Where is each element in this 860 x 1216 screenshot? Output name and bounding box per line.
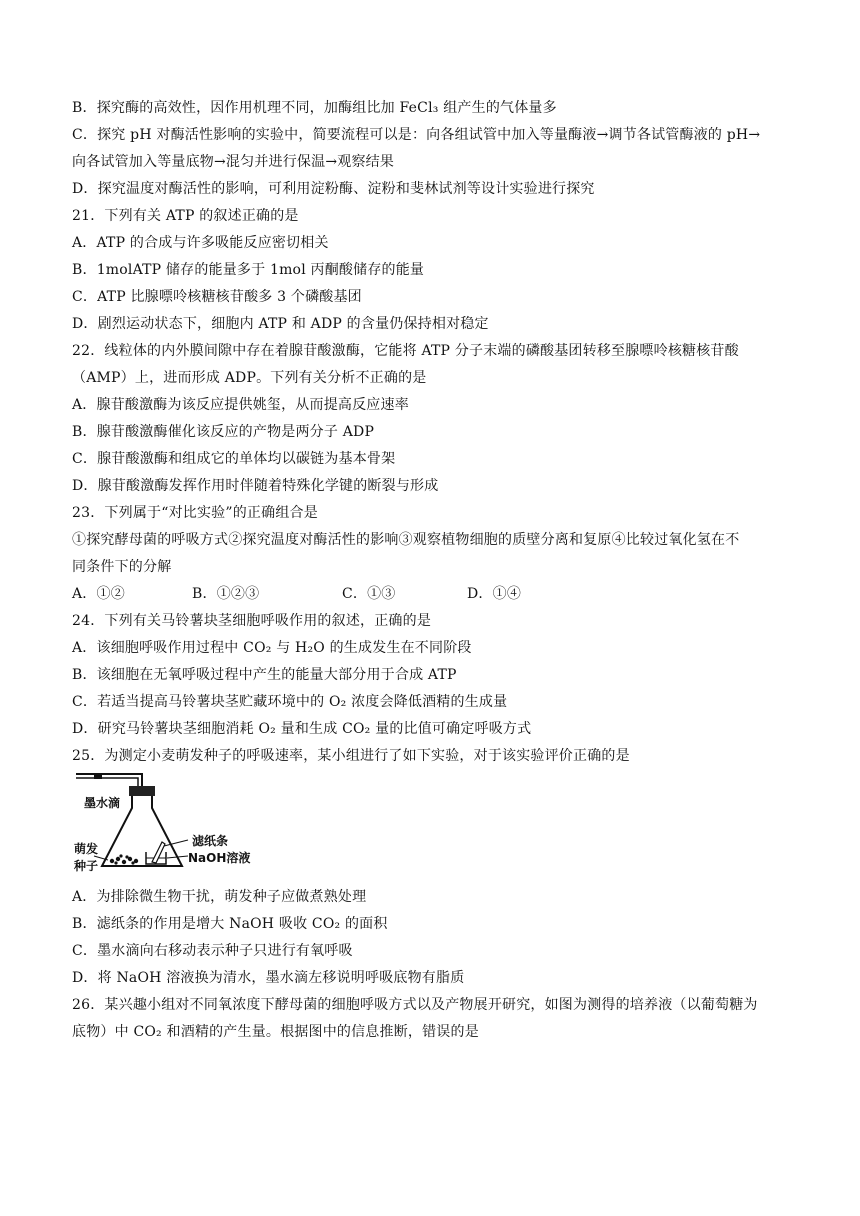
q24-option-c: C．若适当提高马铃薯块茎贮藏环境中的 O₂ 浓度会降低酒精的生成量	[72, 694, 508, 710]
q24-option-a: A．该细胞呼吸作用过程中 CO₂ 与 H₂O 的生成发生在不同阶段	[72, 640, 472, 656]
q24-stem: 24．下列有关马铃薯块茎细胞呼吸作用的叙述，正确的是	[72, 613, 432, 629]
capillary-tube	[76, 774, 142, 786]
q22-option-a: A．腺苷酸激酶为该反应提供姚玺，从而提高反应速率	[72, 397, 409, 413]
seeds	[110, 854, 138, 864]
q26-stem-cont: 底物）中 CO₂ 和酒精的产生量。根据图中的信息推断，错误的是	[72, 1024, 479, 1040]
q20-option-b: B．探究酶的高效性，因作用机理不同，加酶组比加 FeCl₃ 组产生的气体量多	[72, 100, 557, 116]
q23-stem: 23．下列属于“对比实验”的正确组合是	[72, 505, 318, 521]
q23-option-c: C．①③	[342, 586, 396, 602]
respiration-apparatus-figure	[72, 768, 262, 878]
q23-option-a: A．①②	[72, 586, 125, 602]
q24-option-b: B．该细胞在无氧呼吸过程中产生的能量大部分用于合成 ATP	[72, 667, 457, 683]
seed-label-2: 种子	[74, 859, 99, 873]
q25-option-d: D．将 NaOH 溶液换为清水，墨水滴左移说明呼吸底物有脂质	[72, 970, 465, 986]
q22-stem-cont: （AMP）上，进而形成 ADP。下列有关分析不正确的是	[72, 370, 427, 386]
q23-option-b: B．①②③	[192, 586, 260, 602]
q21-option-a: A．ATP 的合成与许多吸能反应密切相关	[72, 235, 329, 251]
filter-strip-leader	[164, 840, 188, 846]
seed-label-1: 萌发	[74, 842, 99, 856]
q20-option-c-cont: 向各试管加入等量底物→混匀并进行保温→观察结果	[72, 154, 395, 170]
q25-option-c: C．墨水滴向右移动表示种子只进行有氧呼吸	[72, 943, 353, 959]
q25-option-a: A．为排除微生物干扰，萌发种子应做煮熟处理	[72, 889, 367, 905]
q22-stem: 22．线粒体的内外膜间隙中存在着腺苷酸激酶，它能将 ATP 分子末端的磷酸基团转移至腺嘌呤核糖核苷酸	[72, 343, 739, 359]
stopper	[129, 786, 155, 796]
q23-items-cont: 同条件下的分解	[72, 559, 172, 575]
filter-strip-label: 滤纸条	[192, 834, 229, 848]
q22-option-d: D．腺苷酸激酶发挥作用时伴随着特殊化学键的断裂与形成	[72, 478, 439, 494]
filter-paper-strip	[152, 842, 165, 863]
q22-option-b: B．腺苷酸激酶催化该反应的产物是两分子 ADP	[72, 424, 375, 440]
capillary-tube-inner	[76, 778, 138, 786]
q24-option-d: D．研究马铃薯块茎细胞消耗 O₂ 量和生成 CO₂ 量的比值可确定呼吸方式	[72, 721, 532, 737]
q21-option-b: B．1molATP 储存的能量多于 1mol 丙酮酸储存的能量	[72, 262, 425, 278]
ink-drop-label: 墨水滴	[84, 796, 121, 810]
q21-option-d: D．剧烈运动状态下，细胞内 ATP 和 ADP 的含量仍保持相对稳定	[72, 316, 489, 332]
q20-option-c: C．探究 pH 对酶活性影响的实验中，简要流程可以是：向各组试管中加入等量酶液→调节各试管酶液的 pH→	[72, 127, 761, 143]
q23-option-d: D．①④	[467, 586, 522, 602]
q26-stem: 26．某兴趣小组对不同氧浓度下酵母菌的细胞呼吸方式以及产物展开研究，如图为测得的培养液（以葡萄糖为	[72, 997, 758, 1013]
ink-drop-mark	[94, 773, 102, 779]
q20-option-d: D．探究温度对酶活性的影响，可利用淀粉酶、淀粉和斐林试剂等设计实验进行探究	[72, 181, 595, 197]
naoh-label: NaOH溶液	[188, 851, 251, 865]
q21-option-c: C．ATP 比腺嘌呤核糖核苷酸多 3 个磷酸基团	[72, 289, 362, 305]
q23-items: ①探究酵母菌的呼吸方式②探究温度对酶活性的影响③观察植物细胞的质壁分离和复原④比较过氧化氢在不	[72, 532, 740, 548]
q25-stem: 25．为测定小麦萌发种子的呼吸速率，某小组进行了如下实验，对于该实验评价正确的是	[72, 748, 630, 764]
q25-option-b: B．滤纸条的作用是增大 NaOH 吸收 CO₂ 的面积	[72, 916, 388, 932]
q21-stem: 21．下列有关 ATP 的叙述正确的是	[72, 208, 299, 224]
q23-options	[72, 584, 788, 604]
q22-option-c: C．腺苷酸激酶和组成它的单体均以碳链为基本骨架	[72, 451, 396, 467]
